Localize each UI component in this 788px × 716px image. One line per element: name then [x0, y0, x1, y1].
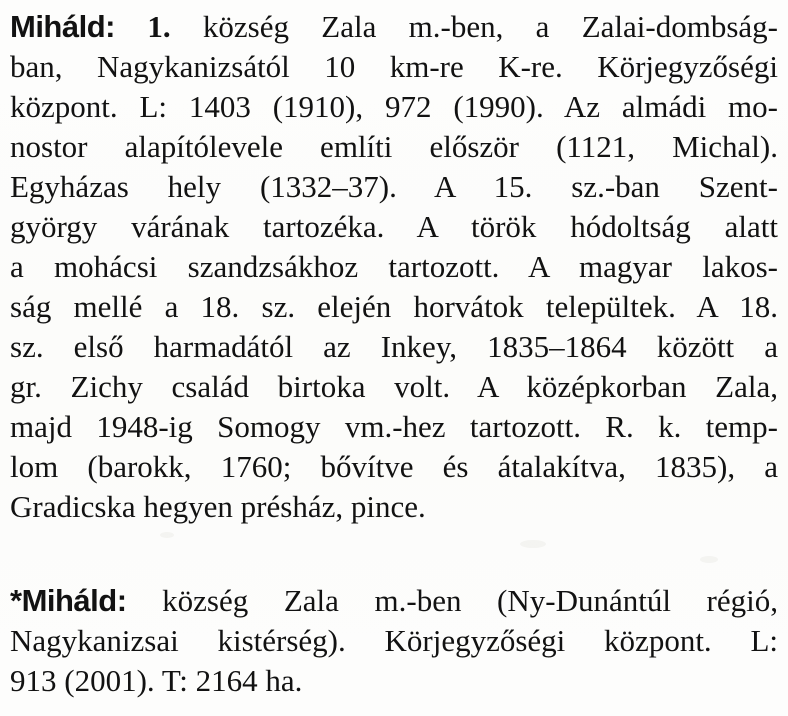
entry-mihald-2	[10, 581, 778, 701]
text-line: Nagykanizsai kistérség). Körjegyzőségi központ. L:	[10, 623, 778, 658]
text-line: központ. L: 1403 (1910), 972 (1990). Az almádi mo-	[10, 89, 778, 124]
text-line: a mohácsi szandzsákhoz tartozott. A magyar lakos-	[10, 249, 778, 284]
text-line: ság mellé a 18. sz. elején horvátok települtek. A 18.	[10, 289, 778, 324]
text-line: nostor alapítólevele említi először (1121, Michal).	[10, 129, 778, 164]
entry-number: 1.	[147, 9, 171, 44]
text-line: sz. első harmadától az Inkey, 1835–1864 között a	[10, 329, 778, 364]
line-text: község Zala m.-ben (Ny-Dunántúl régió,	[162, 583, 778, 618]
entry-headword: Miháld:	[10, 9, 115, 44]
text-line: Egyházas hely (1332–37). A 15. sz.-ban Szent-	[10, 169, 778, 204]
entry-mihald-1	[10, 7, 778, 527]
text-line: majd 1948-ig Somogy vm.-hez tartozott. R. k. temp-	[10, 409, 778, 444]
text-line: gr. Zichy család birtoka volt. A középkorban Zala,	[10, 369, 778, 404]
text-line	[10, 581, 778, 621]
text-line	[10, 7, 778, 47]
scan-smudge	[700, 556, 718, 563]
scan-smudge	[520, 540, 546, 548]
line-text: község Zala m.-ben, a Zalai-dombság-	[202, 9, 778, 44]
text-line: lom (barokk, 1760; bővítve és átalakítva, 1835), a	[10, 449, 778, 484]
text-line-last: Gradicska hegyen présház, pince.	[10, 489, 426, 524]
entry-headword: *Miháld:	[10, 583, 127, 618]
text-line: györgy várának tartozéka. A török hódoltság alatt	[10, 209, 778, 244]
text-line: ban, Nagykanizsától 10 km-re K-re. Körjegyzőségi	[10, 49, 778, 84]
text-line-last: 913 (2001). T: 2164 ha.	[10, 663, 303, 698]
scan-smudge	[160, 532, 174, 538]
